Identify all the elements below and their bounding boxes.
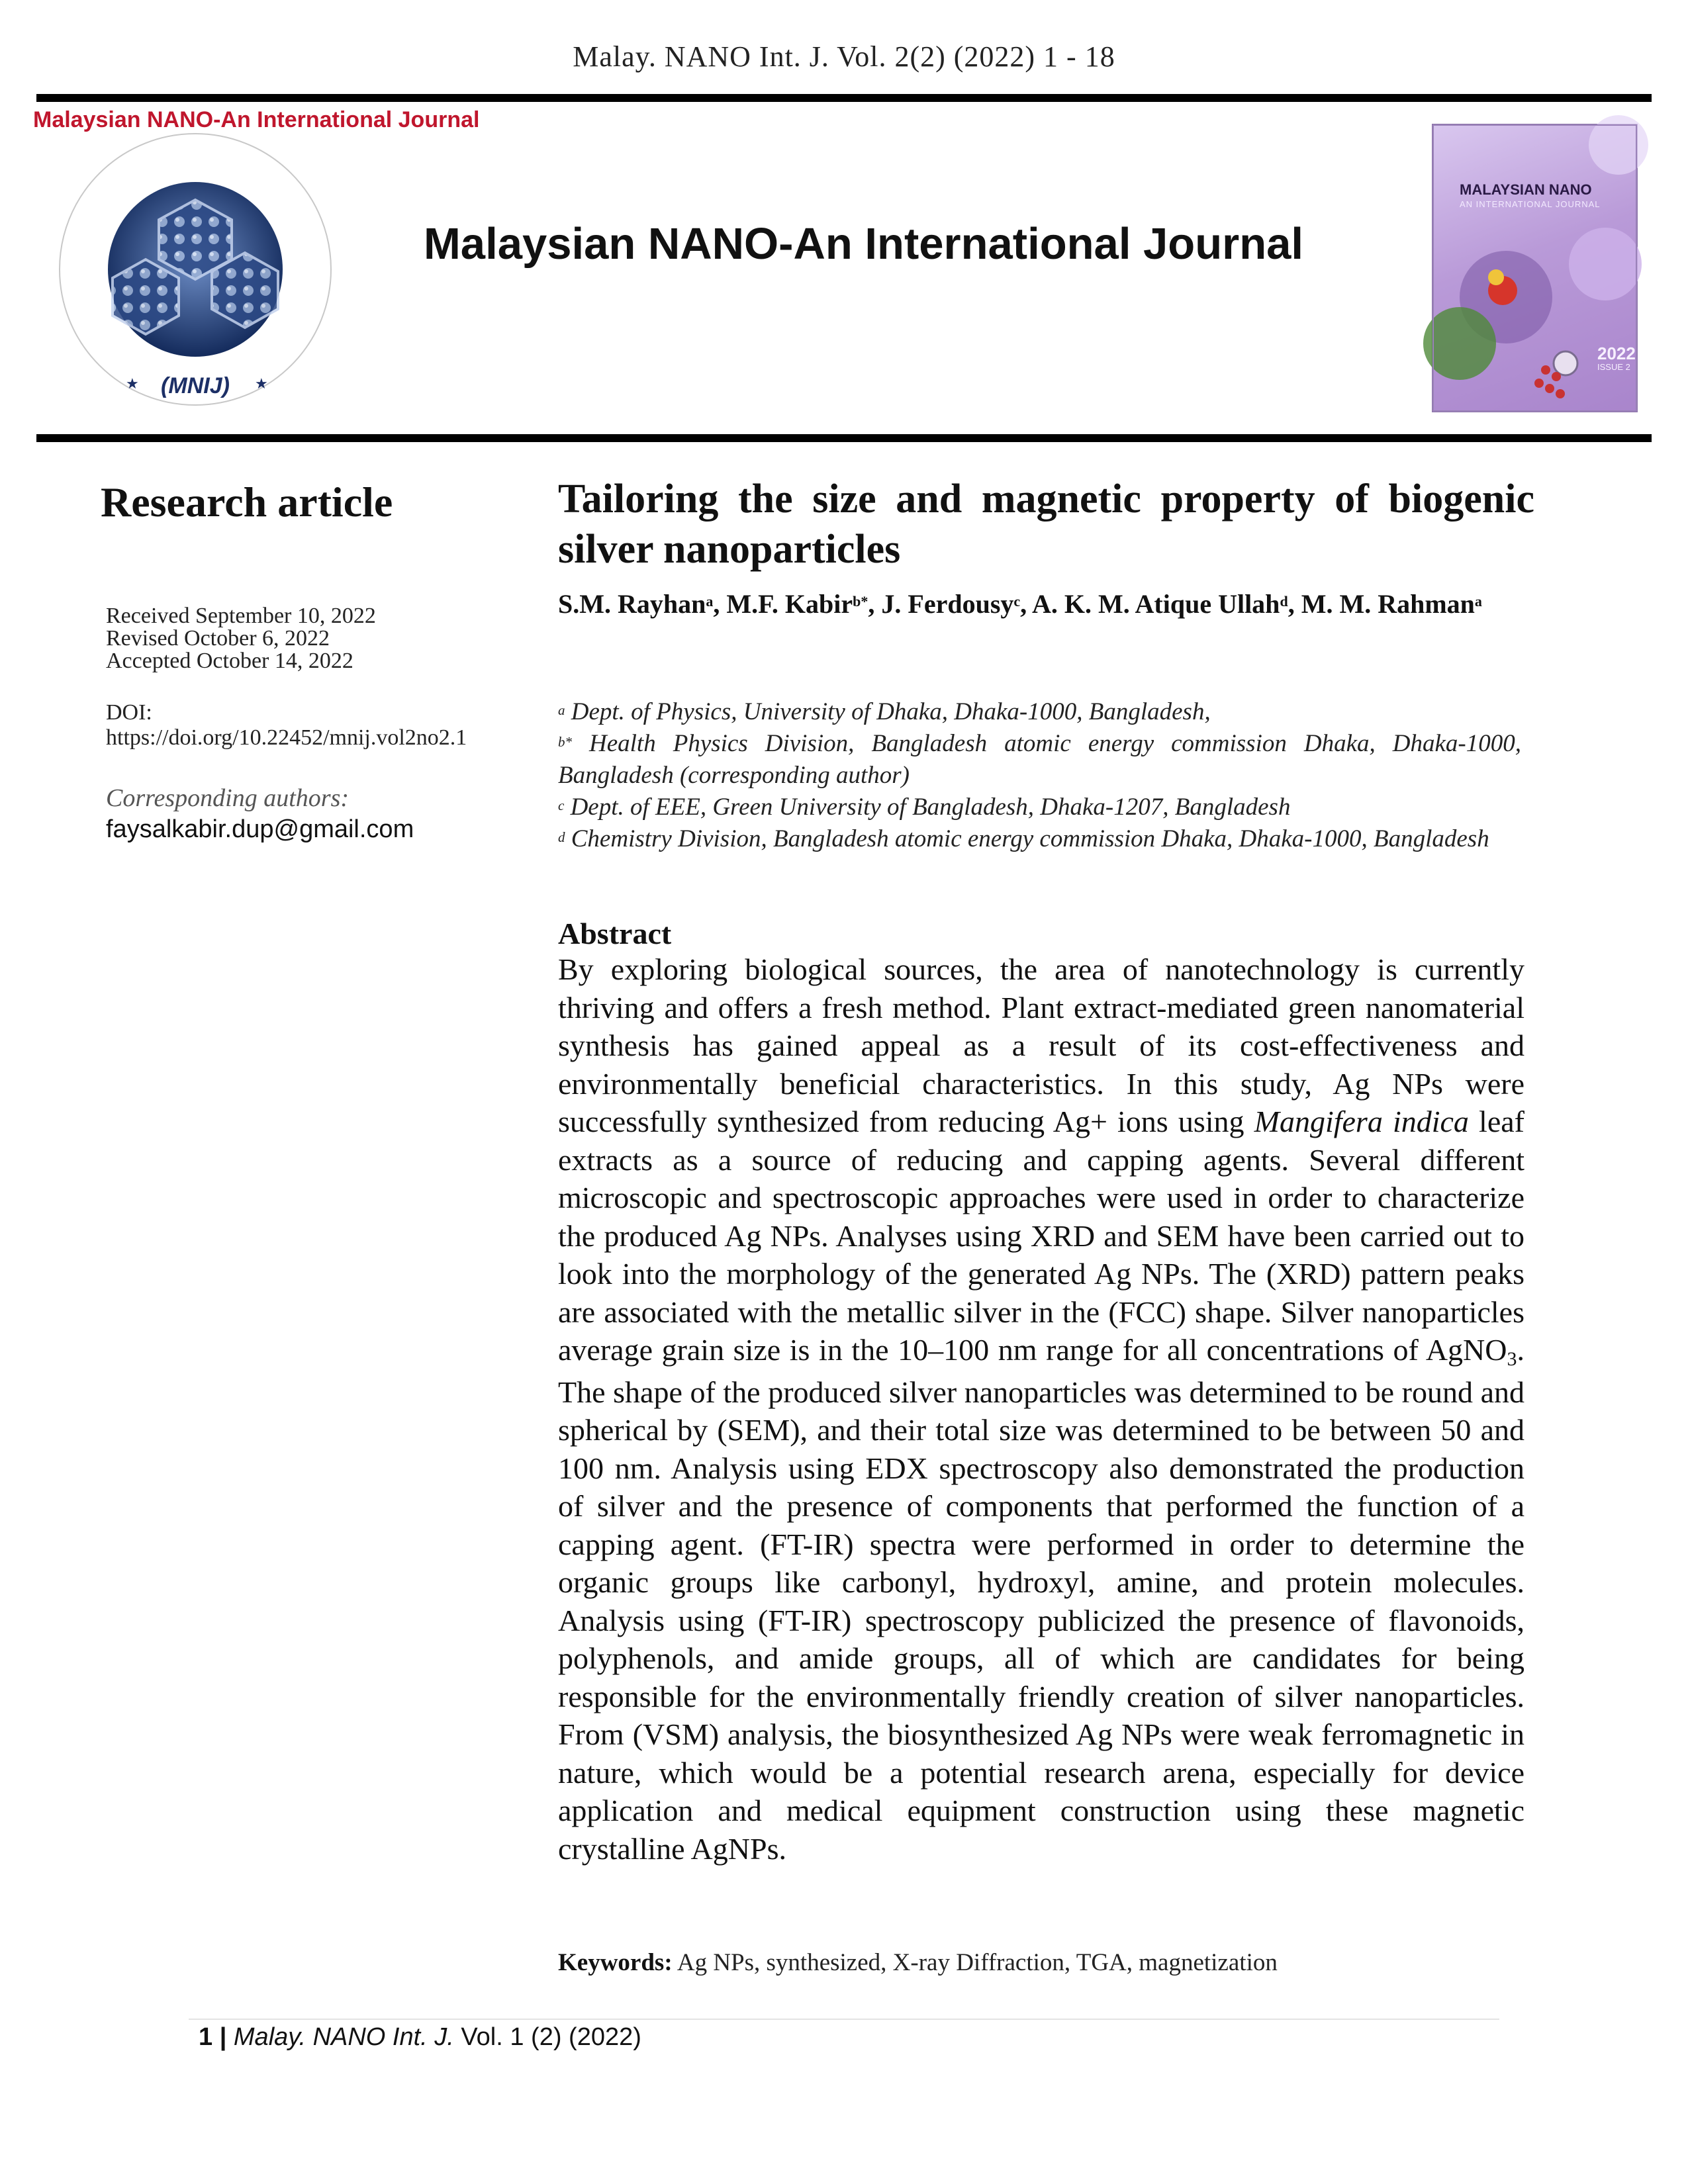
accepted-date: Accepted October 14, 2022 bbox=[106, 649, 353, 673]
author: M.F. Kabir$^{b*}$, bbox=[726, 589, 882, 619]
cover-issue: ISSUE 2 bbox=[1597, 362, 1630, 372]
star-icon: ★ bbox=[126, 375, 139, 392]
corresponding-email[interactable]: faysalkabir.dup@gmail.com bbox=[106, 815, 414, 843]
footer-volume: Vol. 1 (2) (2022) bbox=[461, 2023, 641, 2051]
footer-rule bbox=[189, 2019, 1499, 2020]
logo-ring-text: Malaysian NANO-An International Journal bbox=[33, 107, 480, 132]
affiliation-list bbox=[558, 696, 1521, 855]
footer-journal: Malay. NANO Int. J. bbox=[233, 2023, 454, 2051]
affiliation: $^c$ Dept. of EEE, Green University of Bangladesh, Dhaka-1207, Bangladesh bbox=[558, 794, 1291, 821]
journal-logo bbox=[33, 107, 480, 412]
cover-subtitle: AN INTERNATIONAL JOURNAL bbox=[1460, 199, 1601, 209]
journal-title: Malaysian NANO-An International Journal bbox=[424, 219, 1304, 269]
logo-abbrev: (MNIJ) bbox=[161, 373, 230, 398]
species-name: Mangifera indica bbox=[1254, 1105, 1469, 1138]
page-number: 1 bbox=[199, 2023, 213, 2051]
keywords-list: Ag NPs, synthesized, X-ray Diffraction, TGA, magnetization bbox=[672, 1949, 1278, 1976]
page-footer bbox=[199, 2023, 641, 2052]
affiliation: $^d$ Chemistry Division, Bangladesh atomic energy commission Dhaka, Dhaka-1000, Bangladesh bbox=[558, 825, 1489, 852]
cover-title: MALAYSIAN NANO bbox=[1460, 181, 1592, 198]
affiliation: $^a$ Dept. of Physics, University of Dhaka, Dhaka-1000, Bangladesh, bbox=[558, 698, 1211, 725]
cover-year: 2022 bbox=[1597, 343, 1636, 363]
header-top-rule bbox=[36, 94, 1652, 102]
abstract-heading: Abstract bbox=[558, 917, 672, 950]
author: A. K. M. Atique Ullah$^d$, bbox=[1031, 589, 1301, 619]
author: S.M. Rayhan$^a$, bbox=[558, 589, 727, 619]
article-type: Research article bbox=[101, 478, 393, 525]
journal-cover-image bbox=[1432, 124, 1638, 412]
doi-label: DOI: bbox=[106, 700, 152, 725]
running-head: Malay. NANO Int. J. Vol. 2(2) (2022) 1 - 18 bbox=[573, 40, 1115, 73]
corresponding-label: Corresponding authors: bbox=[106, 784, 350, 812]
abstract-body: By exploring biological sources, the area of nanotechnology is currently thriving and offers a fresh method. Plant extract-mediated green nanomaterial synthesis has gained appeal as a result of its cost-effectiveness and environmentally beneficial characteristics. In this study, Ag NPs were successfully synthesized from reducing Ag+ ions using Mangifera indica leaf extracts as a source of reducing and capping agents. Several different microscopic and spectroscopic approaches were used in order to characterize the produced Ag NPs. Analyses using XRD and SEM have been carried out to look into the morphology of the generated Ag NPs. The (XRD) pattern peaks are associated with the metallic silver in the (FCC) shape. Silver nanoparticles average grain size is in the 10–100 nm range for all concentrations of AgNO$_3$. The shape of the produced silver nanoparticles was determined to be round and spherical by (SEM), and their total size was determined to be between 50 and 100 nm. Analysis using EDX spectroscopy also demonstrated the production of silver and the presence of components that performed the function of a capping agent. (FT-IR) spectra were performed in order to determine the organic groups like carbonyl, hydroxyl, amine, and protein molecules. Analysis using (FT-IR) spectroscopy publicized the presence of flavonoids, polyphenols, and amide groups, all of which are candidates for being responsible for the environmentally friendly creation of silver nanoparticles. From (VSM) analysis, the biosynthesized Ag NPs were weak ferromagnetic in nature, which would be a potential research arena, especially for device application and medical equipment construction using these magnetic crystalline AgNPs. bbox=[558, 952, 1524, 1866]
star-icon: ★ bbox=[255, 375, 268, 392]
received-date: Received September 10, 2022 bbox=[106, 604, 376, 628]
footer-separator: | bbox=[219, 2023, 227, 2051]
article-title: Tailoring the size and magnetic property of biogenic silver nanoparticles bbox=[558, 477, 1534, 572]
keywords-label: Keywords: bbox=[558, 1949, 673, 1976]
author-list bbox=[558, 588, 1534, 621]
doi-link[interactable]: https://doi.org/10.22452/mnij.vol2no2.1 bbox=[106, 725, 467, 750]
author: M. M. Rahman$^a$ bbox=[1301, 589, 1482, 619]
author: J. Ferdousy$^c$, bbox=[881, 589, 1032, 619]
revised-date: Revised October 6, 2022 bbox=[106, 626, 330, 651]
keywords bbox=[558, 1948, 1524, 1977]
affiliation: $^{b*}$ Health Physics Division, Bangladesh atomic energy commission Dhaka, Dhaka-1000, Bangladesh (corresponding author) bbox=[558, 730, 1521, 789]
header-bottom-rule bbox=[36, 434, 1652, 442]
